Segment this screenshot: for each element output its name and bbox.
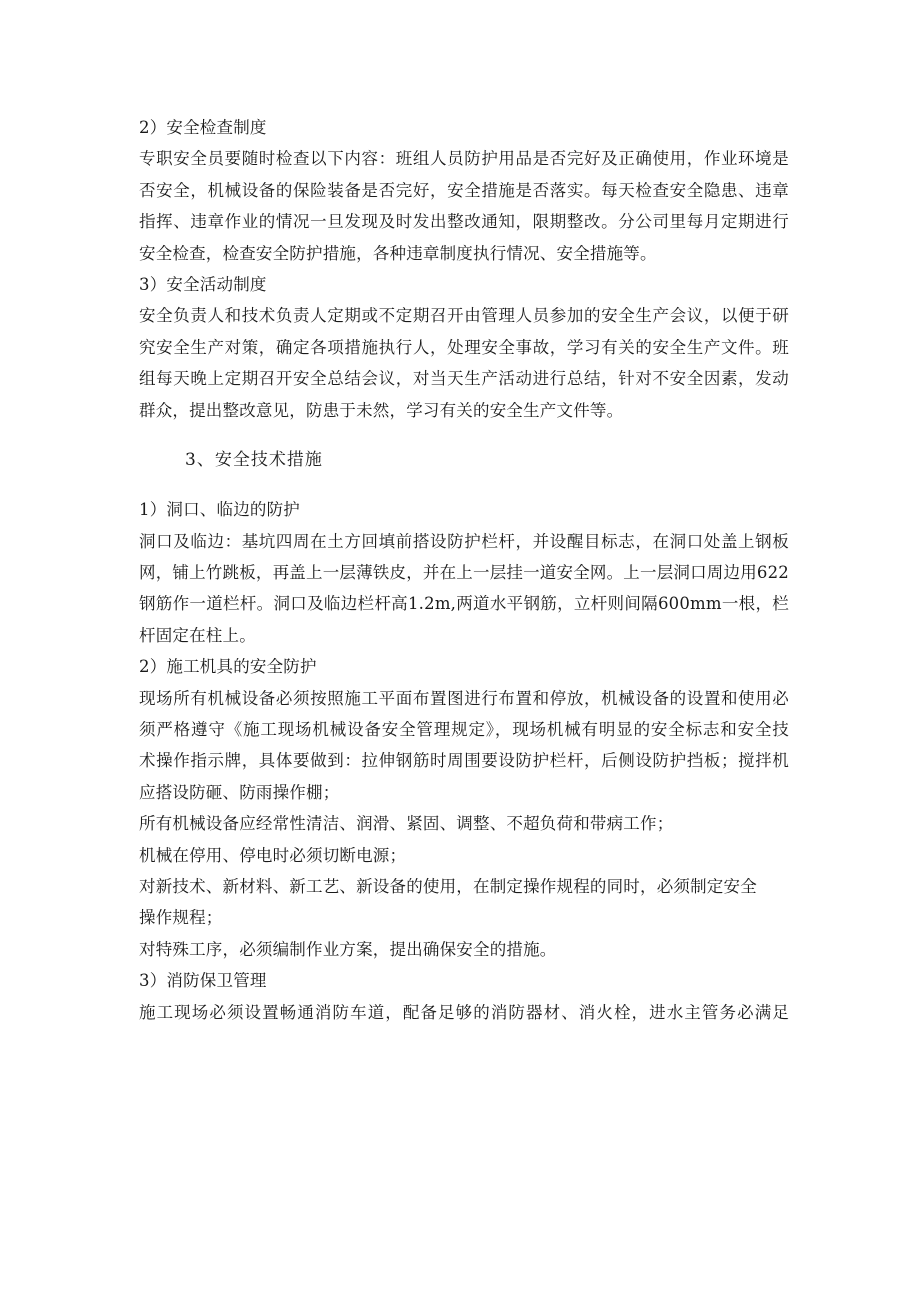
paragraph-line: 专职安全员要随时检查以下内容：班组人员防护用品是否完好及正确使用，作业环境是 (139, 149, 789, 169)
paragraph-line: 安全负责人和技术负责人定期或不定期召开由管理人员参加的安全生产会议，以便于研 (139, 306, 789, 326)
paragraph-line: 对新技术、新材料、新工艺、新设备的使用，在制定操作规程的同时，必须制定安全 (139, 876, 757, 896)
paragraph-line: 对特殊工序，必须编制作业方案，提出确保安全的措施。 (139, 939, 557, 959)
section-heading-safety-technical-measures: 3、安全技术措施 (185, 449, 323, 470)
subheading-safety-activity: 3）安全活动制度 (139, 274, 267, 294)
paragraph-line: 群众，提出整改意见，防患于未然，学习有关的安全生产文件等。 (139, 400, 624, 420)
subheading-safety-inspection: 2）安全检查制度 (139, 118, 267, 137)
paragraph-line: 机械在停用、停电时必须切断电源； (139, 845, 407, 865)
paragraph-line: 须严格遵守《施工现场机械设备安全管理规定》，现场机械有明显的安全标志和安全技 (139, 720, 789, 740)
subheading-opening-edge-protection: 1）洞口、临边的防护 (139, 500, 300, 520)
paragraph-line: 施工现场必须设置畅通消防车道，配备足够的消防器材、消火栓，进水主管务必满足 (139, 1002, 789, 1022)
document-page (139, 112, 789, 1028)
paragraph-line: 现场所有机械设备必须按照施工平面布置图进行布置和停放，机械设备的设置和使用必 (139, 688, 789, 708)
paragraph-line: 操作规程； (139, 908, 223, 928)
paragraph-line: 网，铺上竹跳板，再盖上一层薄铁皮，并在上一层挂一道安全网。上一层洞口周边用622 (139, 563, 789, 583)
paragraph-line: 指挥、违章作业的情况一旦发现及时发出整改通知，限期整改。分公司里每月定期进行 (139, 212, 789, 232)
paragraph-line: 杆固定在柱上。 (139, 625, 256, 645)
subheading-machinery-protection: 2）施工机具的安全防护 (139, 657, 317, 677)
paragraph-line: 术操作指示牌，具体要做到：拉伸钢筋时周围要设防护栏杆，后侧设防护挡板；搅拌机 (139, 751, 789, 771)
paragraph-line: 究安全生产对策，确定各项措施执行人，处理安全事故，学习有关的安全生产文件。班 (139, 337, 789, 357)
paragraph-line: 洞口及临边：基坑四周在土方回填前搭设防护栏杆，并设醒目标志，在洞口处盖上钢板 (139, 531, 789, 551)
paragraph-line: 应搭设防砸、防雨操作棚； (139, 782, 340, 802)
paragraph-line: 所有机械设备应经常性清洁、润滑、紧固、调整、不超负荷和带病工作； (139, 814, 674, 834)
paragraph-line: 钢筋作一道栏杆。洞口及临边栏杆高1.2m,两道水平钢筋，立杆则间隔600mm一根，栏 (139, 594, 789, 614)
paragraph-line: 组每天晚上定期召开安全总结会议，对当天生产活动进行总结，针对不安全因素，发动 (139, 369, 789, 389)
paragraph-line: 安全检查，检查安全防护措施，各种违章制度执行情况、安全措施等。 (139, 243, 657, 263)
paragraph-line: 否安全，机械设备的保险装备是否完好，安全措施是否落实。每天检查安全隐患、违章 (139, 180, 789, 200)
subheading-fire-security: 3）消防保卫管理 (139, 971, 267, 991)
